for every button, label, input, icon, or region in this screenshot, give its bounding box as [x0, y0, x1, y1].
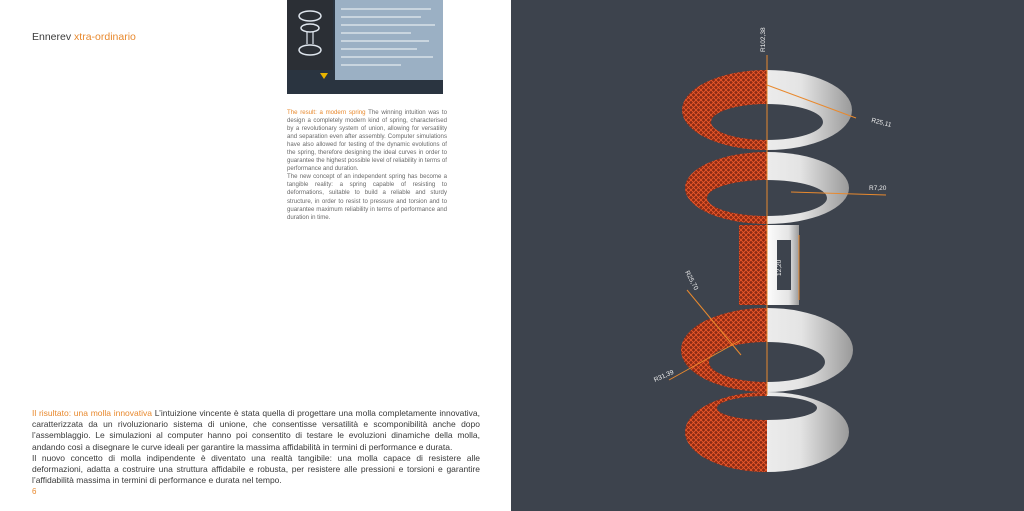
english-paragraph-1: The winning intuition was to design a completely modern kind of spring, characterised by a revolutionary system of union, allowing for versatility and separation even after assembly. Computer simulations have also allowed for testing of the dynamic evolutions of the spring, therefore designing the ideal curves in order to guarantee the highest possible level of reliability in terms of performance and duration. [287, 109, 447, 173]
english-lead: The result: a modern spring [287, 109, 366, 116]
dimension-height-label: R102,38 [760, 27, 767, 52]
brand-header [32, 31, 136, 43]
brand-accent: xtra-ordinario [74, 31, 136, 43]
english-text-block [287, 109, 447, 222]
software-screenshot-photo [287, 0, 443, 94]
italian-text-block [32, 408, 480, 486]
dimension-lower-radius-a-label: R25,70 [683, 269, 700, 292]
right-page [511, 0, 1024, 511]
italian-paragraph-2: Il nuovo concetto di molla indipendente è diventato una realtà tangibile: una molla capace di resistere alle deformazioni, adatta a costruire una struttura affidabile e robusta, per resistere alle pressioni e torsioni e garantire l’affidabilità massima in termini di performance e durata nel tempo. [32, 452, 480, 486]
dimension-lower-radius-b-label: R31,39 [652, 368, 675, 384]
english-paragraph-2: The new concept of an independent spring has become a tangible reality: a spring capable of resisting to deformations, suitable to build a reliable and sturdy structure, in order to resist to pressure and torsion and to guarantee maximum reliability in terms of performance and duration in time. [287, 173, 447, 221]
dimension-middle-radius-label: R7,20 [869, 185, 887, 192]
page-number: 6 [32, 487, 37, 496]
italian-paragraph-1: L’intuizione vincente è stata quella di progettare una molla completamente innovativa, caratterizzata da un rivoluzionario sistema di unione, che consentisse versatilità e scomponibilità anche dopo l’assemblaggio. Le simulazioni al computer hanno poi consentito di testare le evoluzioni dinamiche della molla, andando così a disegnare le curve ideali per garantire la massima affidabilità in termini di performance e durata. [32, 408, 480, 452]
dimension-waist-label: 12,20 [776, 259, 783, 276]
photo-pointer-icon [320, 73, 328, 79]
dimension-upper-radius-label: R25,11 [870, 117, 893, 129]
italian-lead: Il risultato: una molla innovativa [32, 408, 152, 418]
brand-name: Ennerev [32, 31, 72, 43]
spring-technical-illustration [511, 0, 1024, 511]
photo-spring-wireframe [287, 0, 333, 70]
left-page [0, 0, 511, 511]
photo-screen [335, 0, 443, 80]
